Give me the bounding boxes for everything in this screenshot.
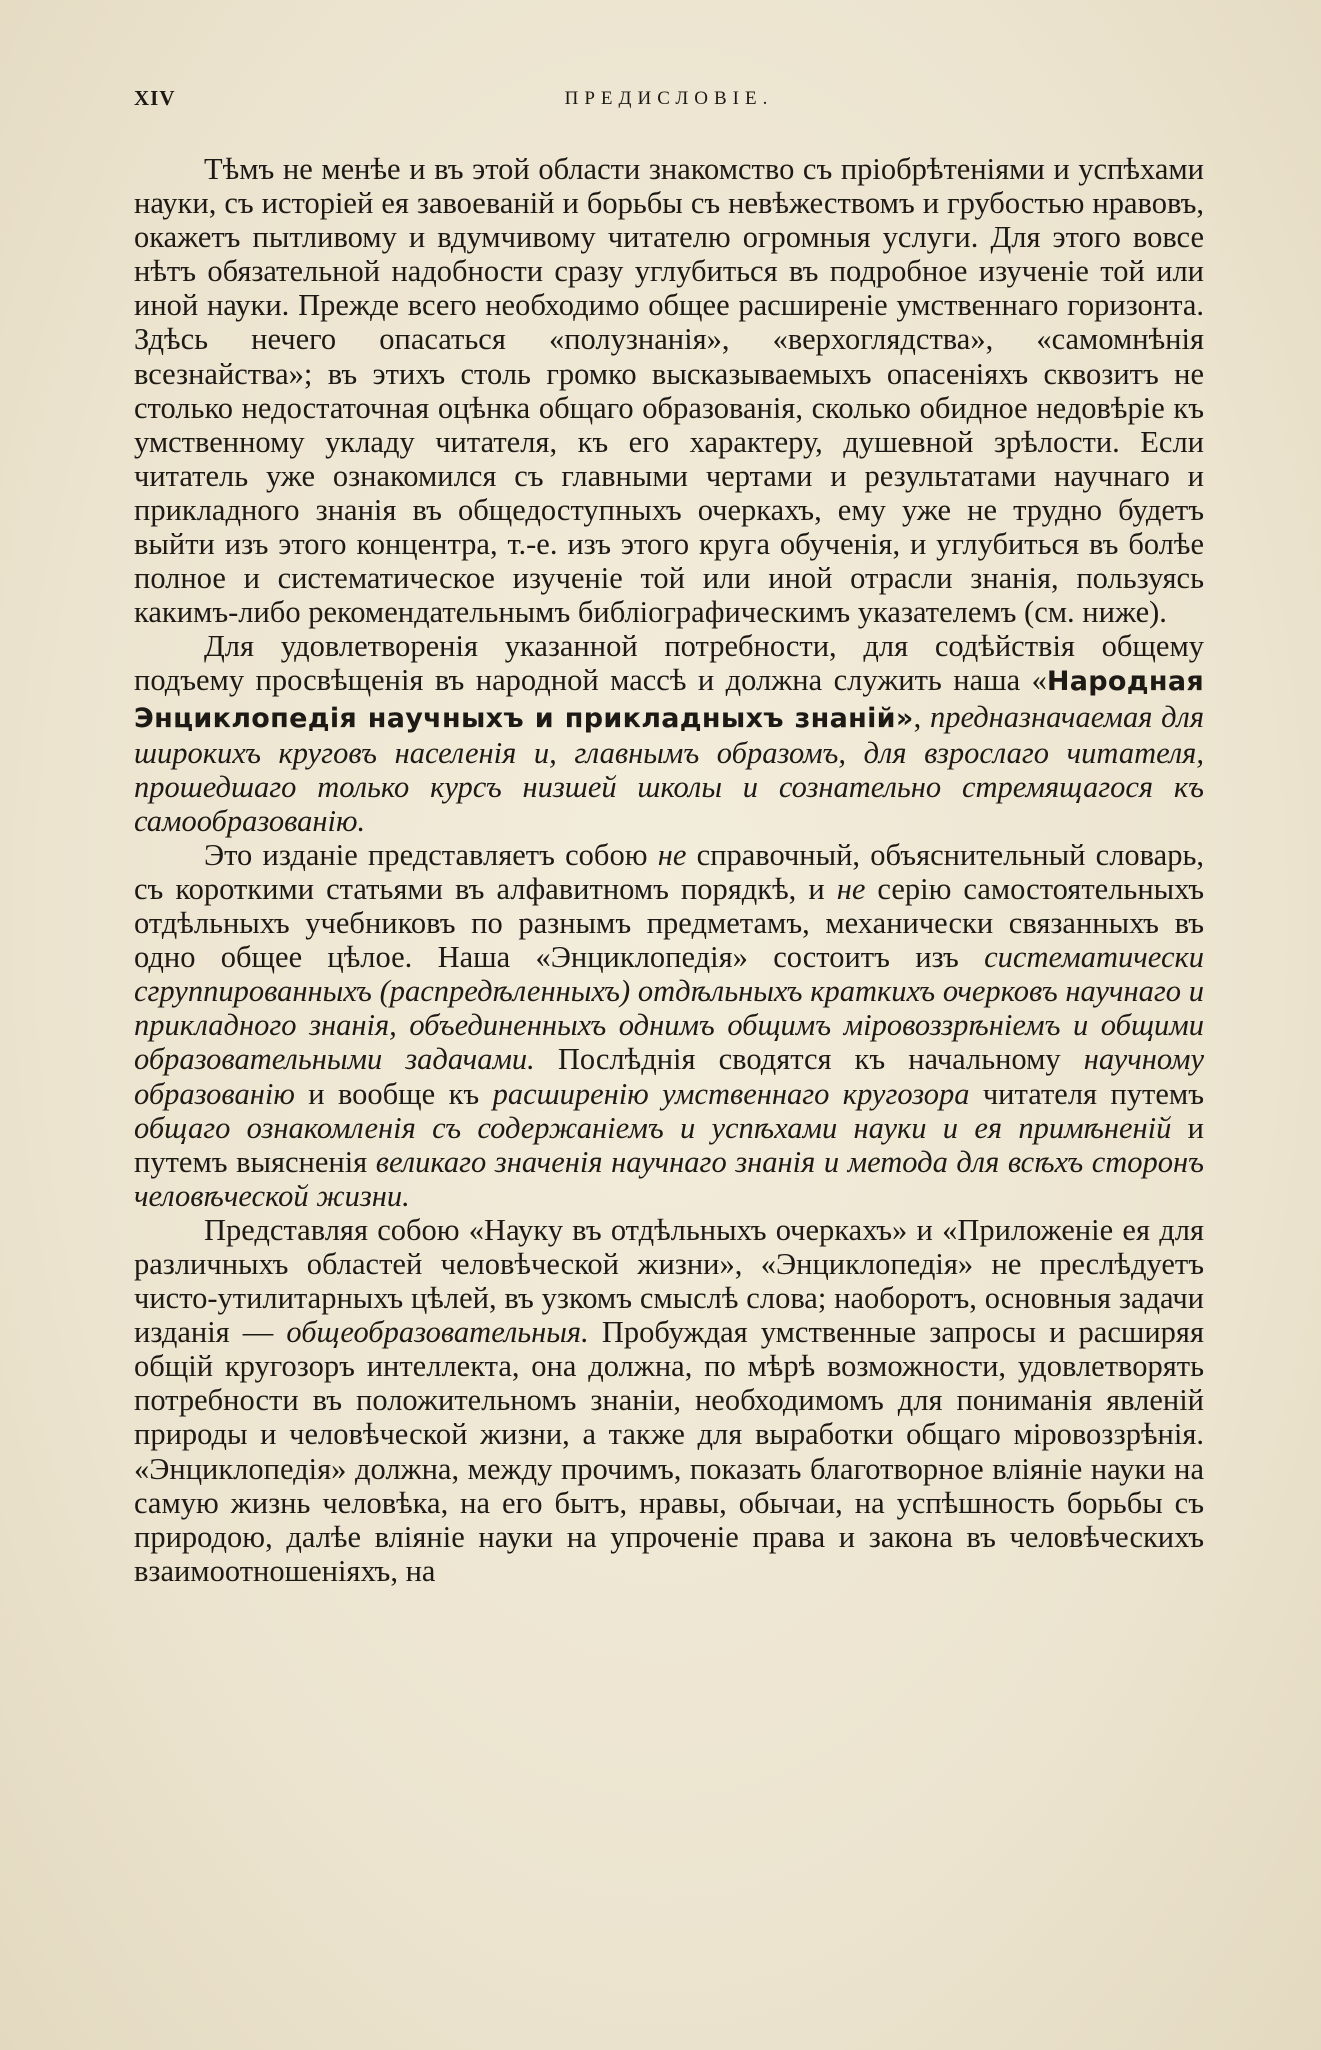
page-header: [134, 86, 1204, 116]
paragraph-2-italic: предназначаемая для широкихъ круговъ населенія и, главнымъ образомъ, для взрослаго читателя, прошедшаго только курсъ низшей школы и сознательно стремящагося къ самообразованію.: [134, 699, 1205, 838]
p4-text-b: Пробуждая умственные запросы и расширяя общій кругозоръ интеллекта, она должна, по мѣрѣ возможности, удовлетворять потребности въ положительномъ знаніи, необходимомъ для пониманія явленій природы и человѣческой жизни, а также для выработки общаго міровоззрѣнія. «Энциклопедія» должна, между прочимъ, показать благотворное вліяніе науки на самую жизнь человѣка, на его бытъ, нравы, обычаи, на успѣшность борьбы съ природою, далѣе вліяніе науки на упроченіе права и закона въ человѣческихъ взаимоотношеніяхъ, на: [134, 1315, 1204, 1588]
p3-text-g: и путемъ выясненія: [134, 1110, 1205, 1179]
p3-italic-5: великаго значенія научнаго знанія и метода для всѣхъ сторонъ человѣческой жизни.: [134, 1144, 1204, 1213]
p3-text-d: Послѣднія сводятся къ начальному: [534, 1042, 1084, 1077]
paragraph-1: Тѣмъ не менѣе и въ этой области знакомство съ пріобрѣтеніями и успѣхами науки, съ исторіей ея завоеваній и борьбы съ невѣжествомъ и грубостью нравовъ, окажетъ пытливому и вдумчивому читателю огромныя услуги. Для этого вовсе нѣтъ обязательной надобности сразу углубиться въ подробное изученіе той или иной науки. Прежде всего необходимо общее расширеніе умственнаго горизонта. Здѣсь нечего опасаться «полузнанія», «верхоглядства», «самомнѣнія всезнайства»; въ этихъ столь громко высказываемыхъ опасеніяхъ сквозитъ не столько недостаточная оцѣнка общаго образованія, сколько обидное недовѣріе къ умственному укладу читателя, къ его характеру, душевной зрѣлости. Если читатель уже ознакомился съ главными чертами и результатами научнаго и прикладного знанія въ общедоступныхъ очеркахъ, ему уже не трудно будетъ выйти изъ этого концентра, т.-е. изъ этого круга обученія, и углубиться въ болѣе полное и систематическое изученіе той или иной отрасли знанія, пользуясь какимъ-либо рекомендательнымъ библіографическимъ указателемъ (см. ниже).: [134, 152, 1204, 630]
paragraph-2: [134, 629, 1204, 838]
page-number: XIV: [134, 86, 176, 110]
p3-emph-ne-1: не: [657, 837, 687, 872]
p3-text-e: и вообще къ: [294, 1076, 493, 1111]
p3-text-b: справочный, объяснительный словарь, съ короткими статьями въ алфавитномъ порядкѣ, и: [134, 837, 1204, 906]
p3-emph-ne-2: не: [836, 871, 866, 906]
p3-italic-2: научному образованію: [134, 1042, 1204, 1111]
p3-italic-4: общаго ознакомленія съ содержаніемъ и успѣхами науки и ея примѣненій: [134, 1110, 1172, 1145]
p3-text-a: Это изданіе представляетъ собою: [204, 837, 658, 872]
paragraph-2-lead: Для удовлетворенія указанной потребности, для содѣйствія общему подъему просвѣщенія въ народной массѣ и должна служить наша «: [134, 629, 1204, 698]
p3-italic-3: расширенію умственнаго кругозора: [492, 1076, 970, 1111]
p3-italic-1: систематически сгруппированныхъ (распредѣленныхъ) отдѣльныхъ краткихъ очерковъ научнаго и прикладного знанія, объединенныхъ однимъ общимъ міровоззрѣніемъ и общими образовательными задачами.: [134, 940, 1204, 1077]
p3-text-c: серію самостоятельныхъ отдѣльныхъ учебниковъ по разнымъ предметамъ, механически связанныхъ въ одно общее цѣлое. Наша «Энциклопедія» состоитъ изъ: [134, 871, 1204, 975]
body-text: [134, 152, 1204, 1588]
p3-text-f: читателя путемъ: [969, 1076, 1204, 1111]
p4-text-a: Представляя собою «Науку въ отдѣльныхъ очеркахъ» и «Приложеніе ея для различныхъ областей человѣческой жизни», «Энциклопедія» не преслѣдуетъ чисто-утилитарныхъ цѣлей, въ узкомъ смыслѣ слова; наоборотъ, основныя задачи изданія —: [134, 1212, 1204, 1350]
running-title: ПРЕДИСЛОВІЕ.: [564, 88, 774, 109]
p4-italic: общеобразовательныя.: [286, 1315, 589, 1350]
paragraph-2-sep: ,: [913, 699, 930, 734]
encyclopedia-title: Народная Энциклопедія научныхъ и прикладныхъ знаній»: [134, 666, 1204, 734]
paragraph-3: [134, 838, 1204, 1213]
paragraph-4: [134, 1213, 1204, 1588]
